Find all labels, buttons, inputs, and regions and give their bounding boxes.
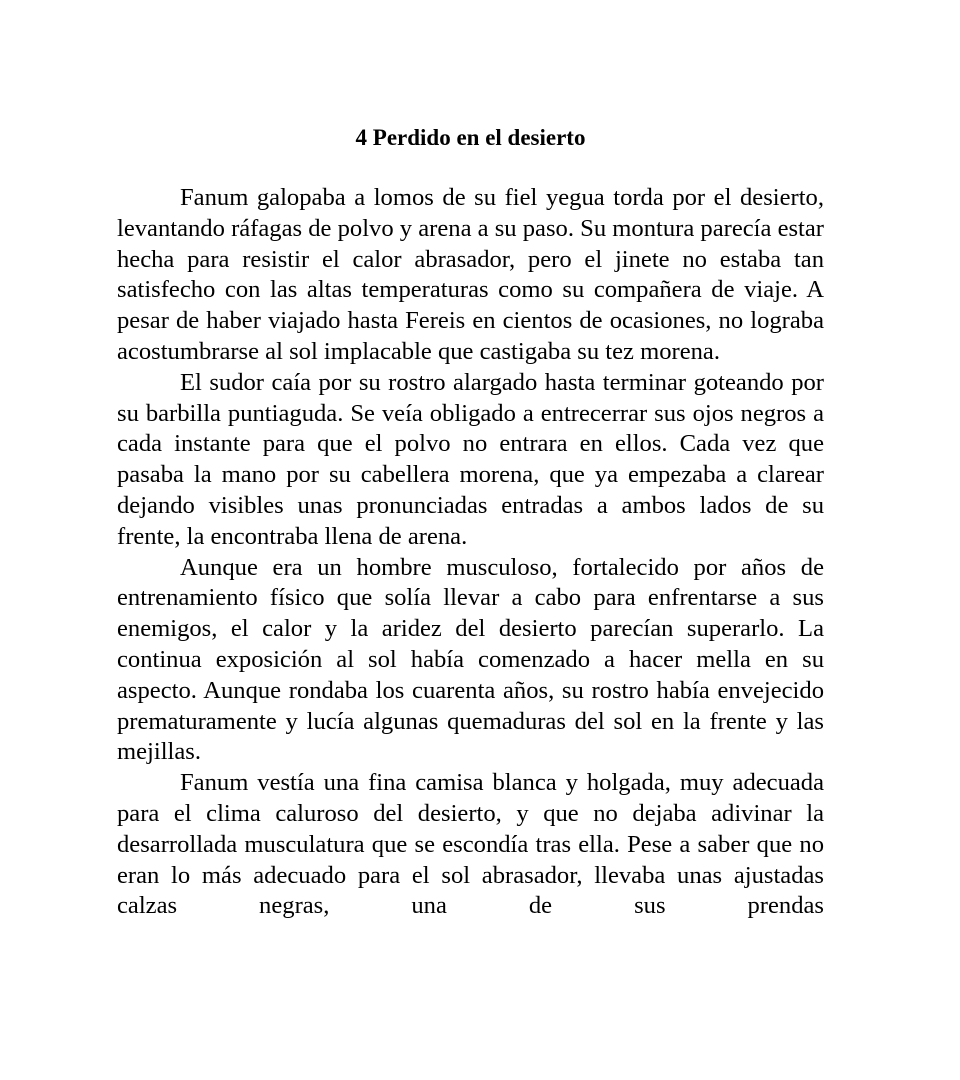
title-spacer <box>117 158 824 183</box>
paragraph-1: Fanum galopaba a lomos de su fiel yegua torda por el desierto, levantando ráfagas de polvo y arena a su paso. Su montura parecía estar hecha para resistir el calor abrasador, pero el jinete no estaba tan satisfecho con las altas temperaturas como su compañera de viaje. A pesar de haber viajado hasta Fereis en cientos de ocasiones, no lograba acostumbrarse al sol implacable que castigaba su tez morena. <box>117 184 824 365</box>
paragraph-4: Fanum vestía una fina camisa blanca y holgada, muy adecuada para el clima caluroso del desierto, y que no dejaba adivinar la desarrollada musculatura que se escondía tras ella. Pese a saber que no eran lo más adecuado para el sol abrasador, llevaba unas ajustadas calzas negras, una de sus prendas <box>117 769 824 920</box>
chapter-title: 4 Perdido en el desierto <box>355 125 586 150</box>
paragraph-3: Aunque era un hombre musculoso, fortalecido por años de entrenamiento físico que solía llevar a cabo para enfrentarse a sus enemigos, el calor y la aridez del desierto parecían superarlo. La continua exposición al sol había comenzado a hacer mella en su aspecto. Aunque rondaba los cuarenta años, su rostro había envejecido prematuramente y lucía algunas quemaduras del sol en la frente y las mejillas. <box>117 553 824 766</box>
paragraph-2: El sudor caía por su rostro alargado hasta terminar goteando por su barbilla puntiaguda. Se veía obligado a entrecerrar sus ojos negros a cada instante para que el polvo no entrara en ellos. Cada vez que pasaba la mano por su cabellera morena, que ya empezaba a clarear dejando visibles unas pronunciadas entradas a ambos lados de su frente, la encontraba llena de arena. <box>117 368 824 550</box>
document-page <box>117 118 824 922</box>
